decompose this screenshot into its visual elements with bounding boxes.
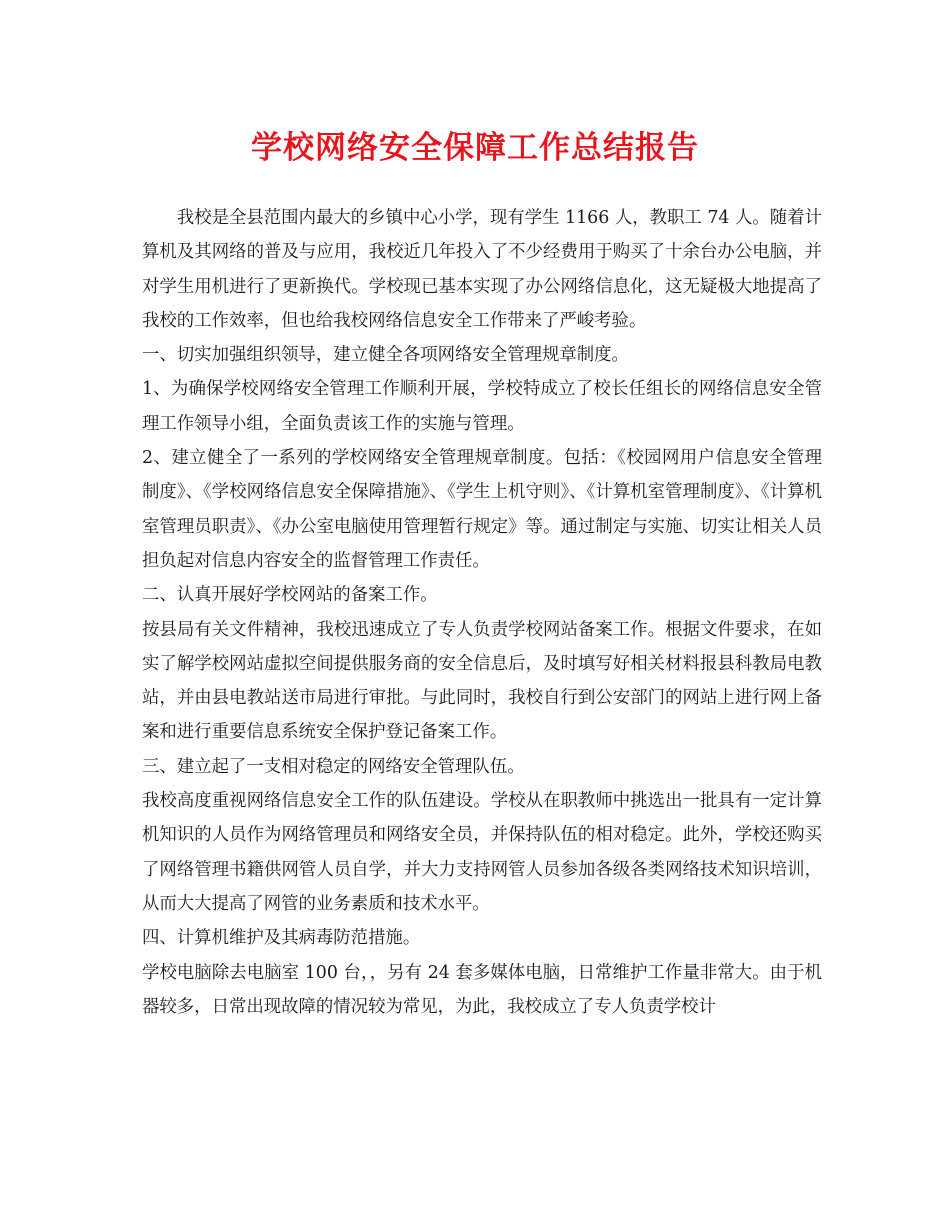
body-paragraph: 我校高度重视网络信息安全工作的队伍建设。学校从在职教师中挑选出一批具有一定计算机知识的人员作为网络管理员和网络安全员，并保持队伍的相对稳定。此外，学校还购买了网络管理书籍供网管人员自学，并大力支持网管人员参加各级各类网络技术知识培训，从而大大提高了网管的业务素质和技术水平。 [142, 791, 822, 914]
section-heading-3: 三、建立起了一支相对稳定的网络安全管理队伍。 [142, 756, 525, 777]
section-heading-2: 二、认真开展好学校网站的备案工作。 [142, 585, 438, 606]
section-heading-4: 四、计算机维护及其病毒防范措施。 [142, 928, 421, 949]
body-paragraph: 学校电脑除去电脑室 100 台，，另有 24 套多媒体电脑，日常维护工作量非常大。由于机器较多，日常出现故障的情况较为常见，为此，我校成立了专人负责学校计 [142, 962, 822, 1017]
intro-paragraph: 我校是全县范围内最大的乡镇中心小学，现有学生 1166 人，教职工 74 人。随着计算机及其网络的普及与应用，我校近几年投入了不少经费用于购买了十余台办公电脑，并对学生用机进行了更新换代。学校现已基本实现了办公网络信息化，这无疑极大地提高了我校的工作效率，但也给我校网络信息安全工作带来了严峻考验。 [142, 208, 822, 331]
body-paragraph: 1、为确保学校网络安全管理工作顺利开展，学校特成立了校长任组长的网络信息安全管理工作领导小组，全面负责该工作的实施与管理。 [142, 379, 822, 434]
body-paragraph: 按县局有关文件精神，我校迅速成立了专人负责学校网站备案工作。根据文件要求，在如实了解学校网站虚拟空间提供服务商的安全信息后，及时填写好相关材料报县科教局电教站，并由县电教站送市局进行审批。与此同时，我校自行到公安部门的网站上进行网上备案和进行重要信息系统安全保护登记备案工作。 [142, 619, 822, 743]
body-paragraph: 2、建立健全了一系列的学校网络安全管理规章制度。包括：《校园网用户信息安全管理制度》、《学校网络信息安全保障措施》、《学生上机守则》、《计算机室管理制度》、《计算机室管理员职责》、《办公室电脑使用管理暂行规定》等。通过制定与实施、切实让相关人员担负起对信息内容安全的监督管理工作责任。 [142, 448, 822, 571]
document-body [142, 201, 822, 1024]
section-heading-1: 一、切实加强组织领导，建立健全各项网络安全管理规章制度。 [142, 345, 629, 366]
document-title: 学校网络安全保障工作总结报告 [251, 130, 699, 166]
